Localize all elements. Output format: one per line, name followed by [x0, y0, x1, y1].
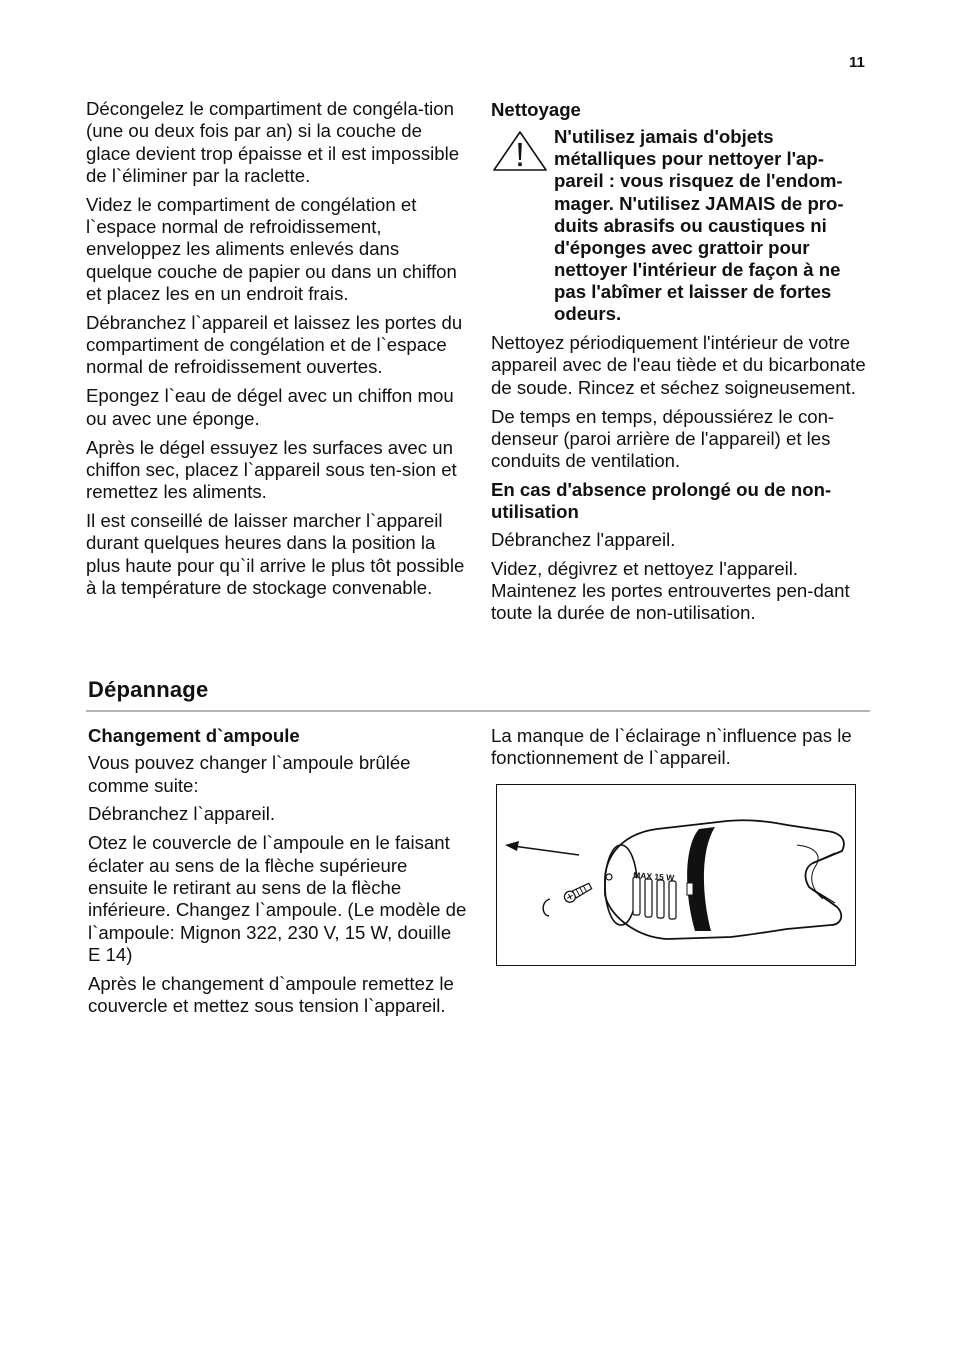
paragraph: Otez le couvercle de l`ampoule en le faisant éclater au sens de la flèche supérieure ensuite le retirant au sens de la flèche inférieure. Changez l`ampoule. (Le modèle de l`ampoule: Mignon 322, 230 V, 15 W, douille E 14) [88, 832, 467, 965]
warning-text: N'utilisez jamais d'objets métalliques pour nettoyer l'ap-pareil : vous risquez de l'endom-mager. N'utilisez JAMAIS de pro-duits abrasifs ou caustiques ni d'éponges avec grattoir pour nettoyer l'intérieur de façon à ne pas l'abîmer et laisser de fortes odeurs. [554, 126, 844, 325]
paragraph: La manque de l`éclairage n`influence pas le fonctionnement de l`appareil. [491, 725, 852, 769]
nettoyage-heading: Nettoyage [491, 99, 581, 120]
paragraph: Débranchez l`appareil et laissez les portes du compartiment de congélation et de l`espace normal de refroidissement ouvertes. [86, 311, 463, 378]
paragraph: Il est conseillé de laisser marcher l`appareil durant quelques heures dans la position la plus haute pour qu`il arrive le plus tôt possible à la température de stockage convenable. [86, 510, 465, 598]
paragraph: Débranchez l'appareil. [491, 528, 676, 550]
warning-triangle-icon [491, 129, 549, 180]
paragraph: Décongelez le compartiment de congéla-tion (une ou deux fois par an) si la couche de glace devient trop épaisse et il est impossible de l`éliminer par la raclette. [86, 98, 460, 186]
section-divider [86, 710, 870, 712]
lighting-note-column [491, 725, 871, 776]
paragraph: Videz, dégivrez et nettoyez l'appareil. Maintenez les portes entrouvertes pen-dant toute la durée de non-utilisation. [491, 557, 850, 624]
warning-block [491, 126, 873, 325]
section-title: Dépannage [88, 677, 209, 702]
paragraph: Epongez l`eau de dégel avec un chiffon mou ou avec une éponge. [86, 385, 454, 429]
paragraph: Videz le compartiment de congélation et l`espace normal de refroidissement, enveloppez les aliments enlevés dans quelque couche de papier ou dans un chiffon et placez les en un endroit frais. [86, 193, 457, 304]
ampoule-heading: Changement d`ampoule [88, 725, 300, 746]
cleaning-column [491, 99, 873, 631]
bulb-change-column [88, 725, 468, 1024]
paragraph: De temps en temps, dépoussiérez le con-denseur (paroi arrière de l'appareil) et les conduits de ventilation. [491, 405, 835, 472]
paragraph: Après le dégel essuyez les surfaces avec un chiffon sec, placez l`appareil sous ten-sion et remettez les aliments. [86, 436, 457, 503]
paragraph: Après le changement d`ampoule remettez le couvercle et mettez sous tension l`appareil. [88, 972, 454, 1017]
absence-heading: En cas d'absence prolongé ou de non-utilisation [491, 479, 832, 523]
paragraph: Nettoyez périodiquement l'intérieur de votre appareil avec de l'eau tiède et du bicarbonate de soude. Rincez et séchez soigneusement. [491, 332, 866, 398]
max-wattage-label: MAX 15 W [632, 870, 675, 883]
paragraph: Vous pouvez changer l`ampoule brûlée comme suite: [88, 752, 411, 796]
defrost-column [86, 98, 466, 606]
bulb-cover-illustration [496, 784, 856, 966]
paragraph: Débranchez l`appareil. [88, 803, 276, 825]
page-number: 11 [849, 54, 865, 71]
